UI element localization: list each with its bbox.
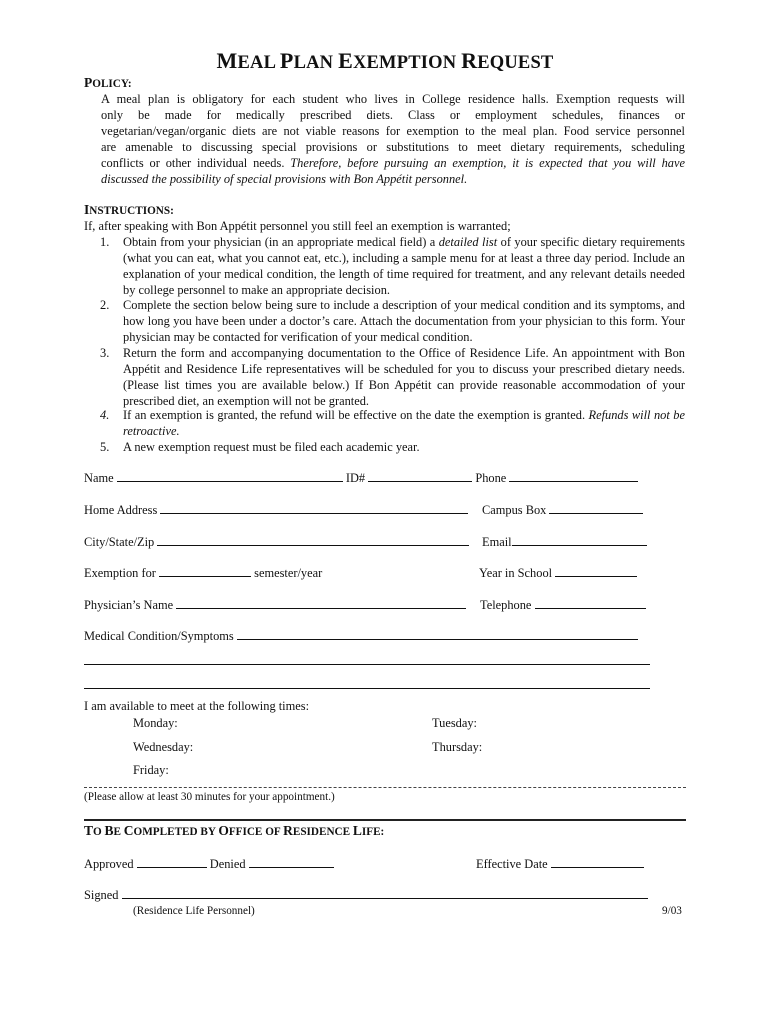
telephone-line[interactable] <box>535 597 646 609</box>
heading-cap: R <box>283 823 293 838</box>
title-letters: EAL <box>237 53 276 73</box>
email-line[interactable] <box>512 534 647 546</box>
physician-name-label: Physician’s Name <box>84 598 174 612</box>
title-letter: E <box>338 48 353 73</box>
heading-cap: L <box>352 823 362 838</box>
title-letter: P <box>279 48 294 73</box>
year-in-school-field[interactable] <box>479 565 637 581</box>
id-label: ID# <box>345 471 366 485</box>
cut-line-divider <box>84 787 686 788</box>
effective-date-label: Effective Date <box>476 857 548 871</box>
home-address-field[interactable] <box>84 502 468 518</box>
item-text: A new exemption request must be filed each academic year. <box>123 440 420 454</box>
signer-caption: (Residence Life Personnel) <box>133 905 255 917</box>
policy-line: vegetarian/vegan/organic diets are not viable reasons for exemption to the meal plan. Food service personnel <box>101 124 685 139</box>
office-section-heading <box>84 823 384 839</box>
id-line[interactable] <box>368 470 472 482</box>
instructions-heading-cap: I <box>84 202 90 217</box>
policy-line <box>101 155 685 171</box>
name-line[interactable] <box>117 470 343 482</box>
tuesday-label: Tuesday: <box>432 716 477 730</box>
monday-label: Monday: <box>133 716 178 730</box>
exemption-for-label: Exemption for <box>84 566 156 580</box>
name-label: Name <box>84 471 114 485</box>
heading-rest: BY <box>200 826 216 838</box>
policy-line-italic: Therefore, before pursuing an exemption, it is expected that you will have <box>290 156 685 171</box>
campus-box-field[interactable] <box>482 502 643 518</box>
item-text-part: Obtain from your physician (in an appropriate medical field) a <box>123 235 439 249</box>
heading-rest: ESIDENCE <box>292 826 351 838</box>
heading-rest: OF <box>265 826 281 838</box>
availability-intro: I am available to meet at the following times: <box>84 699 310 713</box>
telephone-label: Telephone <box>480 598 532 612</box>
email-field[interactable] <box>482 534 647 550</box>
item-text <box>123 234 685 298</box>
title-letter: M <box>216 48 238 73</box>
instruction-item-4 <box>84 407 685 439</box>
policy-line-plain: conflicts or other individual needs. <box>101 156 291 171</box>
instruction-item-2 <box>84 297 685 345</box>
campus-box-line[interactable] <box>549 502 643 514</box>
home-address-line[interactable] <box>160 502 468 514</box>
signed-label: Signed <box>84 888 119 902</box>
item-number: 1. <box>100 235 110 249</box>
thursday-label: Thursday: <box>432 740 483 754</box>
item-number: 3. <box>100 346 110 360</box>
physician-name-line[interactable] <box>176 597 466 609</box>
item-number: 5. <box>100 440 110 454</box>
medical-condition-line-2[interactable] <box>84 664 650 665</box>
title-letters: XEMPTION <box>352 53 457 73</box>
semester-year-label: semester/year <box>254 566 323 580</box>
effective-date-field[interactable] <box>476 856 644 872</box>
item-text: Return the form and accompanying documentation to the Office of Residence Life. An appointment with Bon Appétit and Residence Life representatives will be scheduled for you to discuss your prescribed dietary needs. (Please list times you are available below.) If Bon Appétit can provide reasonable accommodation of your prescribed diet, an exemption will not be granted. <box>123 346 685 409</box>
policy-heading <box>84 75 132 91</box>
section-divider <box>84 819 686 821</box>
city-field[interactable] <box>84 534 469 550</box>
heading-rest: O <box>93 826 102 838</box>
instructions-heading <box>84 202 174 218</box>
denied-label: Denied <box>209 857 246 871</box>
heading-rest: FFICE <box>228 826 263 838</box>
exemption-for-field[interactable] <box>84 565 322 581</box>
policy-line: are amenable to discussing special provisions or substitutions to meet dietary requirements, scheduling <box>101 140 685 155</box>
item-text-italic: Refunds will not be retroactive. <box>123 408 685 439</box>
phone-line[interactable] <box>509 470 638 482</box>
item-number: 4. <box>100 408 110 422</box>
medical-condition-line-3[interactable] <box>84 688 650 689</box>
title-letters: LAN <box>293 53 334 73</box>
instruction-item-5 <box>84 439 685 455</box>
item-text <box>123 407 685 439</box>
exemption-for-line[interactable] <box>159 565 251 577</box>
campus-box-label: Campus Box <box>482 503 547 517</box>
heading-cap: C <box>123 823 134 838</box>
title-letters: EQUEST <box>477 53 554 73</box>
name-field[interactable] <box>84 470 638 486</box>
phone-label: Phone <box>475 471 507 485</box>
effective-date-line[interactable] <box>551 856 644 868</box>
medical-condition-label: Medical Condition/Symptoms <box>84 629 234 643</box>
policy-heading-rest: OLICY: <box>92 78 132 90</box>
item-text-part: of your specific dietary requirements (what you can eat, what you cannot eat, etc.), including a sample menu for at least a three day period. Include an explanation of your medical condition, the length of time required for treatment, and any relevant details needed by college personnel to make an appropriate decision. <box>123 235 685 298</box>
telephone-field[interactable] <box>480 597 646 613</box>
title-letter: R <box>461 48 478 73</box>
email-label: Email <box>482 535 512 549</box>
approval-field[interactable] <box>84 856 334 872</box>
city-line[interactable] <box>157 534 469 546</box>
policy-line: only be made for medically prescribed diets. Class or employment schedules, finances or <box>101 108 685 123</box>
wednesday-label: Wednesday: <box>133 740 194 754</box>
year-in-school-line[interactable] <box>555 565 637 577</box>
friday-label: Friday: <box>133 763 169 777</box>
city-label: City/State/Zip <box>84 535 155 549</box>
medical-condition-line[interactable] <box>237 628 638 640</box>
heading-rest: OMPLETED <box>133 826 198 838</box>
item-number: 2. <box>100 298 110 312</box>
item-text-part: If an exemption is granted, the refund will be effective on the date the exemption is granted. <box>123 408 589 422</box>
form-revision-date: 9/03 <box>662 905 682 917</box>
policy-heading-cap: P <box>84 75 93 90</box>
approved-line[interactable] <box>137 856 207 868</box>
appointment-note: (Please allow at least 30 minutes for your appointment.) <box>84 791 335 803</box>
physician-name-field[interactable] <box>84 597 466 613</box>
medical-condition-field[interactable] <box>84 628 638 644</box>
policy-line: A meal plan is obligatory for each student who lives in College residence halls. Exemption requests will <box>101 92 685 106</box>
policy-text <box>101 91 685 188</box>
instructions-intro: If, after speaking with Bon Appétit personnel you still feel an exemption is warranted; <box>84 219 511 233</box>
page-title <box>0 48 770 74</box>
signature-line[interactable] <box>122 887 648 899</box>
denied-line[interactable] <box>249 856 334 868</box>
item-text-italic: detailed list <box>438 235 498 249</box>
heading-cap: O <box>218 823 229 838</box>
policy-line-italic: discussed the possibility of special provisions with Bon Appétit personnel. <box>101 172 468 187</box>
heading-rest: IFE: <box>361 826 385 838</box>
instruction-item-3 <box>84 345 685 409</box>
heading-cap: T <box>84 823 94 838</box>
approved-label: Approved <box>84 857 134 871</box>
heading-rest: E <box>113 826 121 838</box>
year-in-school-label: Year in School <box>479 566 553 580</box>
heading-cap: B <box>104 823 114 838</box>
item-text: Complete the section below being sure to include a description of your medical condition and its symptoms, and how long you have been under a doctor’s care. Attach the documentation from your physician to this form. Your physician may be contacted for verification of your medical condition. <box>123 298 685 345</box>
instructions-heading-rest: NSTRUCTIONS: <box>89 205 174 217</box>
home-address-label: Home Address <box>84 503 158 517</box>
signature-field[interactable] <box>84 887 648 903</box>
instruction-item-1 <box>84 234 685 298</box>
